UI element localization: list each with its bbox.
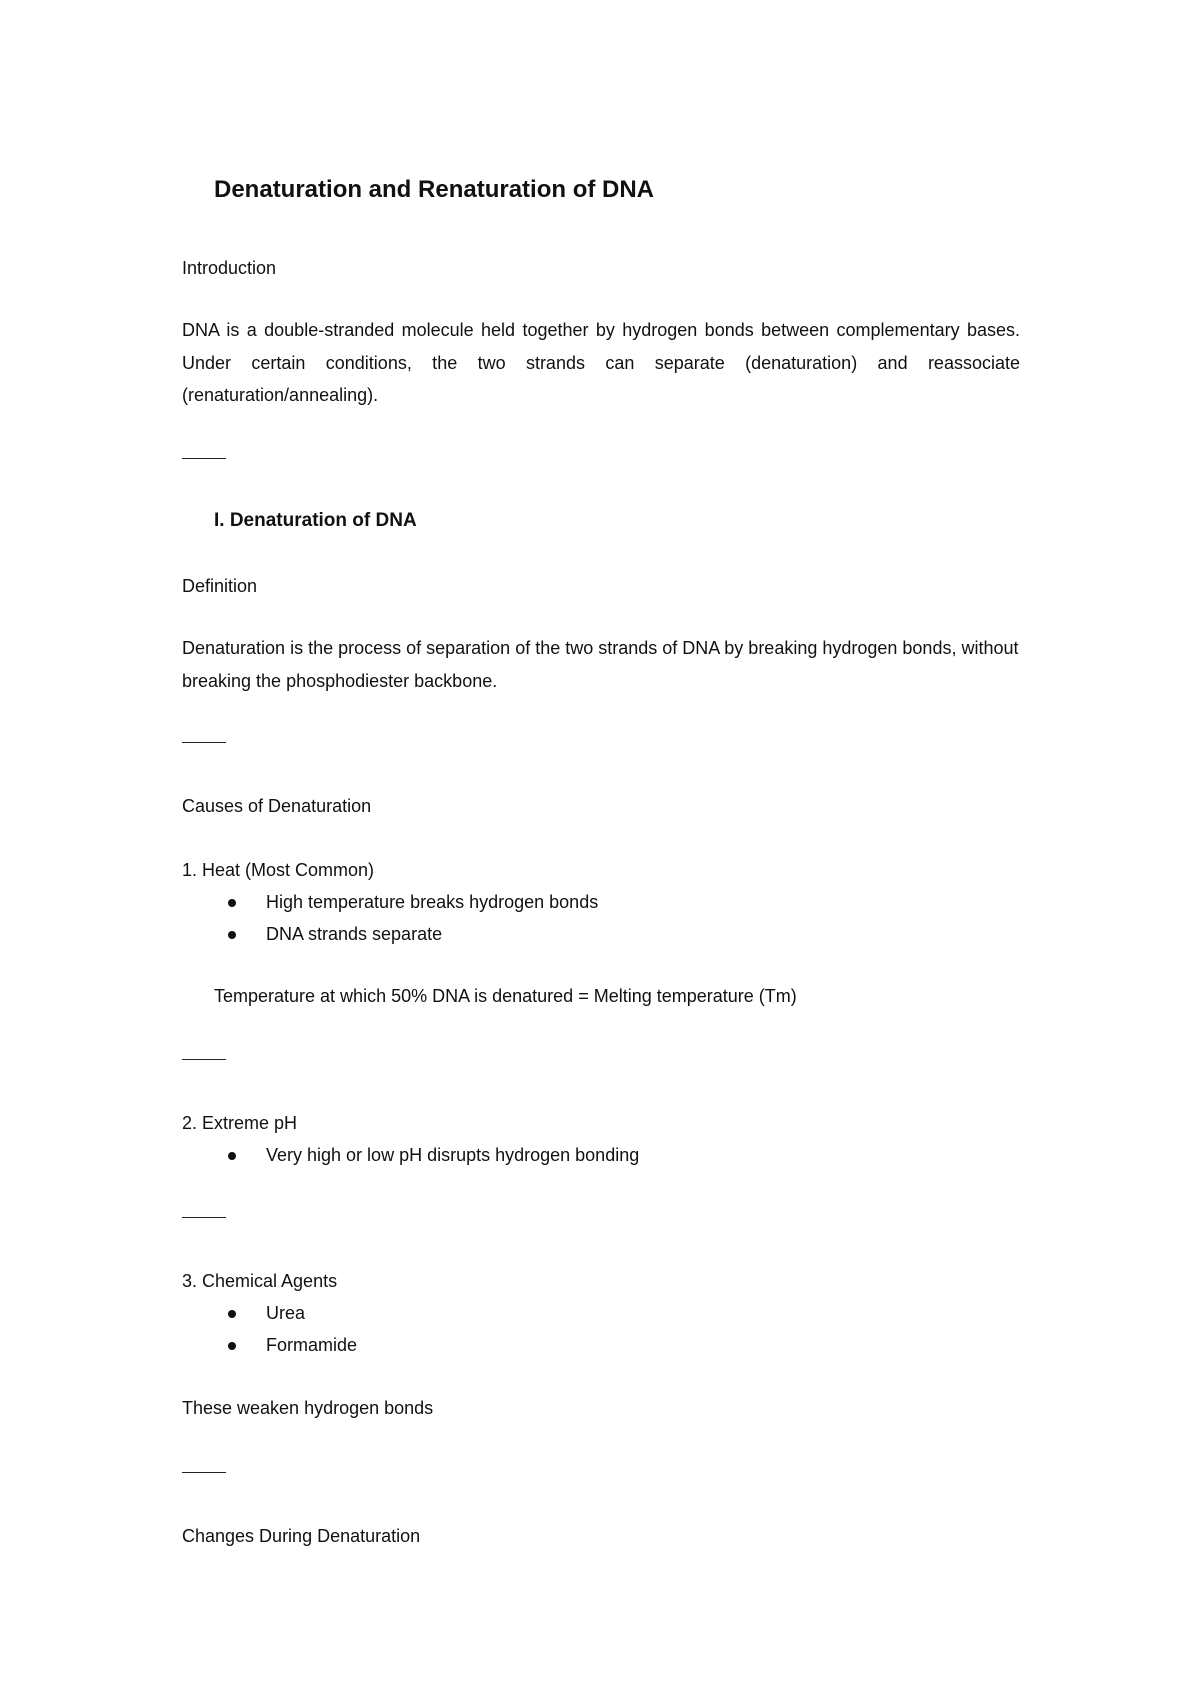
bullet-icon (228, 899, 236, 907)
bullet-icon (228, 931, 236, 939)
cause-3-note: These weaken hydrogen bonds (182, 1398, 434, 1418)
list-item: Urea (266, 1303, 306, 1323)
intro-heading: Introduction (182, 258, 277, 278)
definition-paragraph: Denaturation is the process of separation of the two strands of DNA by breaking hydrogen bonds, without breaking the phosphodiester backbone. (182, 638, 1019, 691)
cause-3-label: 3. Chemical Agents (182, 1271, 338, 1291)
section-divider (182, 1217, 226, 1218)
cause-1-label: 1. Heat (Most Common) (182, 860, 375, 880)
document-title: Denaturation and Renaturation of DNA (214, 176, 655, 203)
list-item: Formamide (266, 1335, 358, 1355)
cause-1-note: Temperature at which 50% DNA is denatured = Melting temperature (Tm) (214, 986, 797, 1006)
bullet-icon (228, 1342, 236, 1350)
changes-heading: Changes During Denaturation (182, 1526, 421, 1546)
definition-label: Definition (182, 576, 258, 596)
list-item: High temperature breaks hydrogen bonds (266, 892, 599, 912)
bullet-icon (228, 1152, 236, 1160)
section-divider (182, 742, 226, 743)
list-item: DNA strands separate (266, 924, 443, 944)
list-item: Very high or low pH disrupts hydrogen bonding (266, 1145, 640, 1165)
section-divider (182, 1059, 226, 1060)
section-divider (182, 458, 226, 459)
intro-paragraph: DNA is a double-stranded molecule held together by hydrogen bonds between complementary bases. Under certain conditions, the two strands can separate (denaturation) and reassociate (renaturation/annealing). (182, 320, 1020, 405)
section-divider (182, 1472, 226, 1473)
section-heading-denaturation: I. Denaturation of DNA (214, 510, 417, 531)
cause-2-label: 2. Extreme pH (182, 1113, 298, 1133)
causes-heading: Causes of Denaturation (182, 796, 372, 816)
bullet-icon (228, 1310, 236, 1318)
